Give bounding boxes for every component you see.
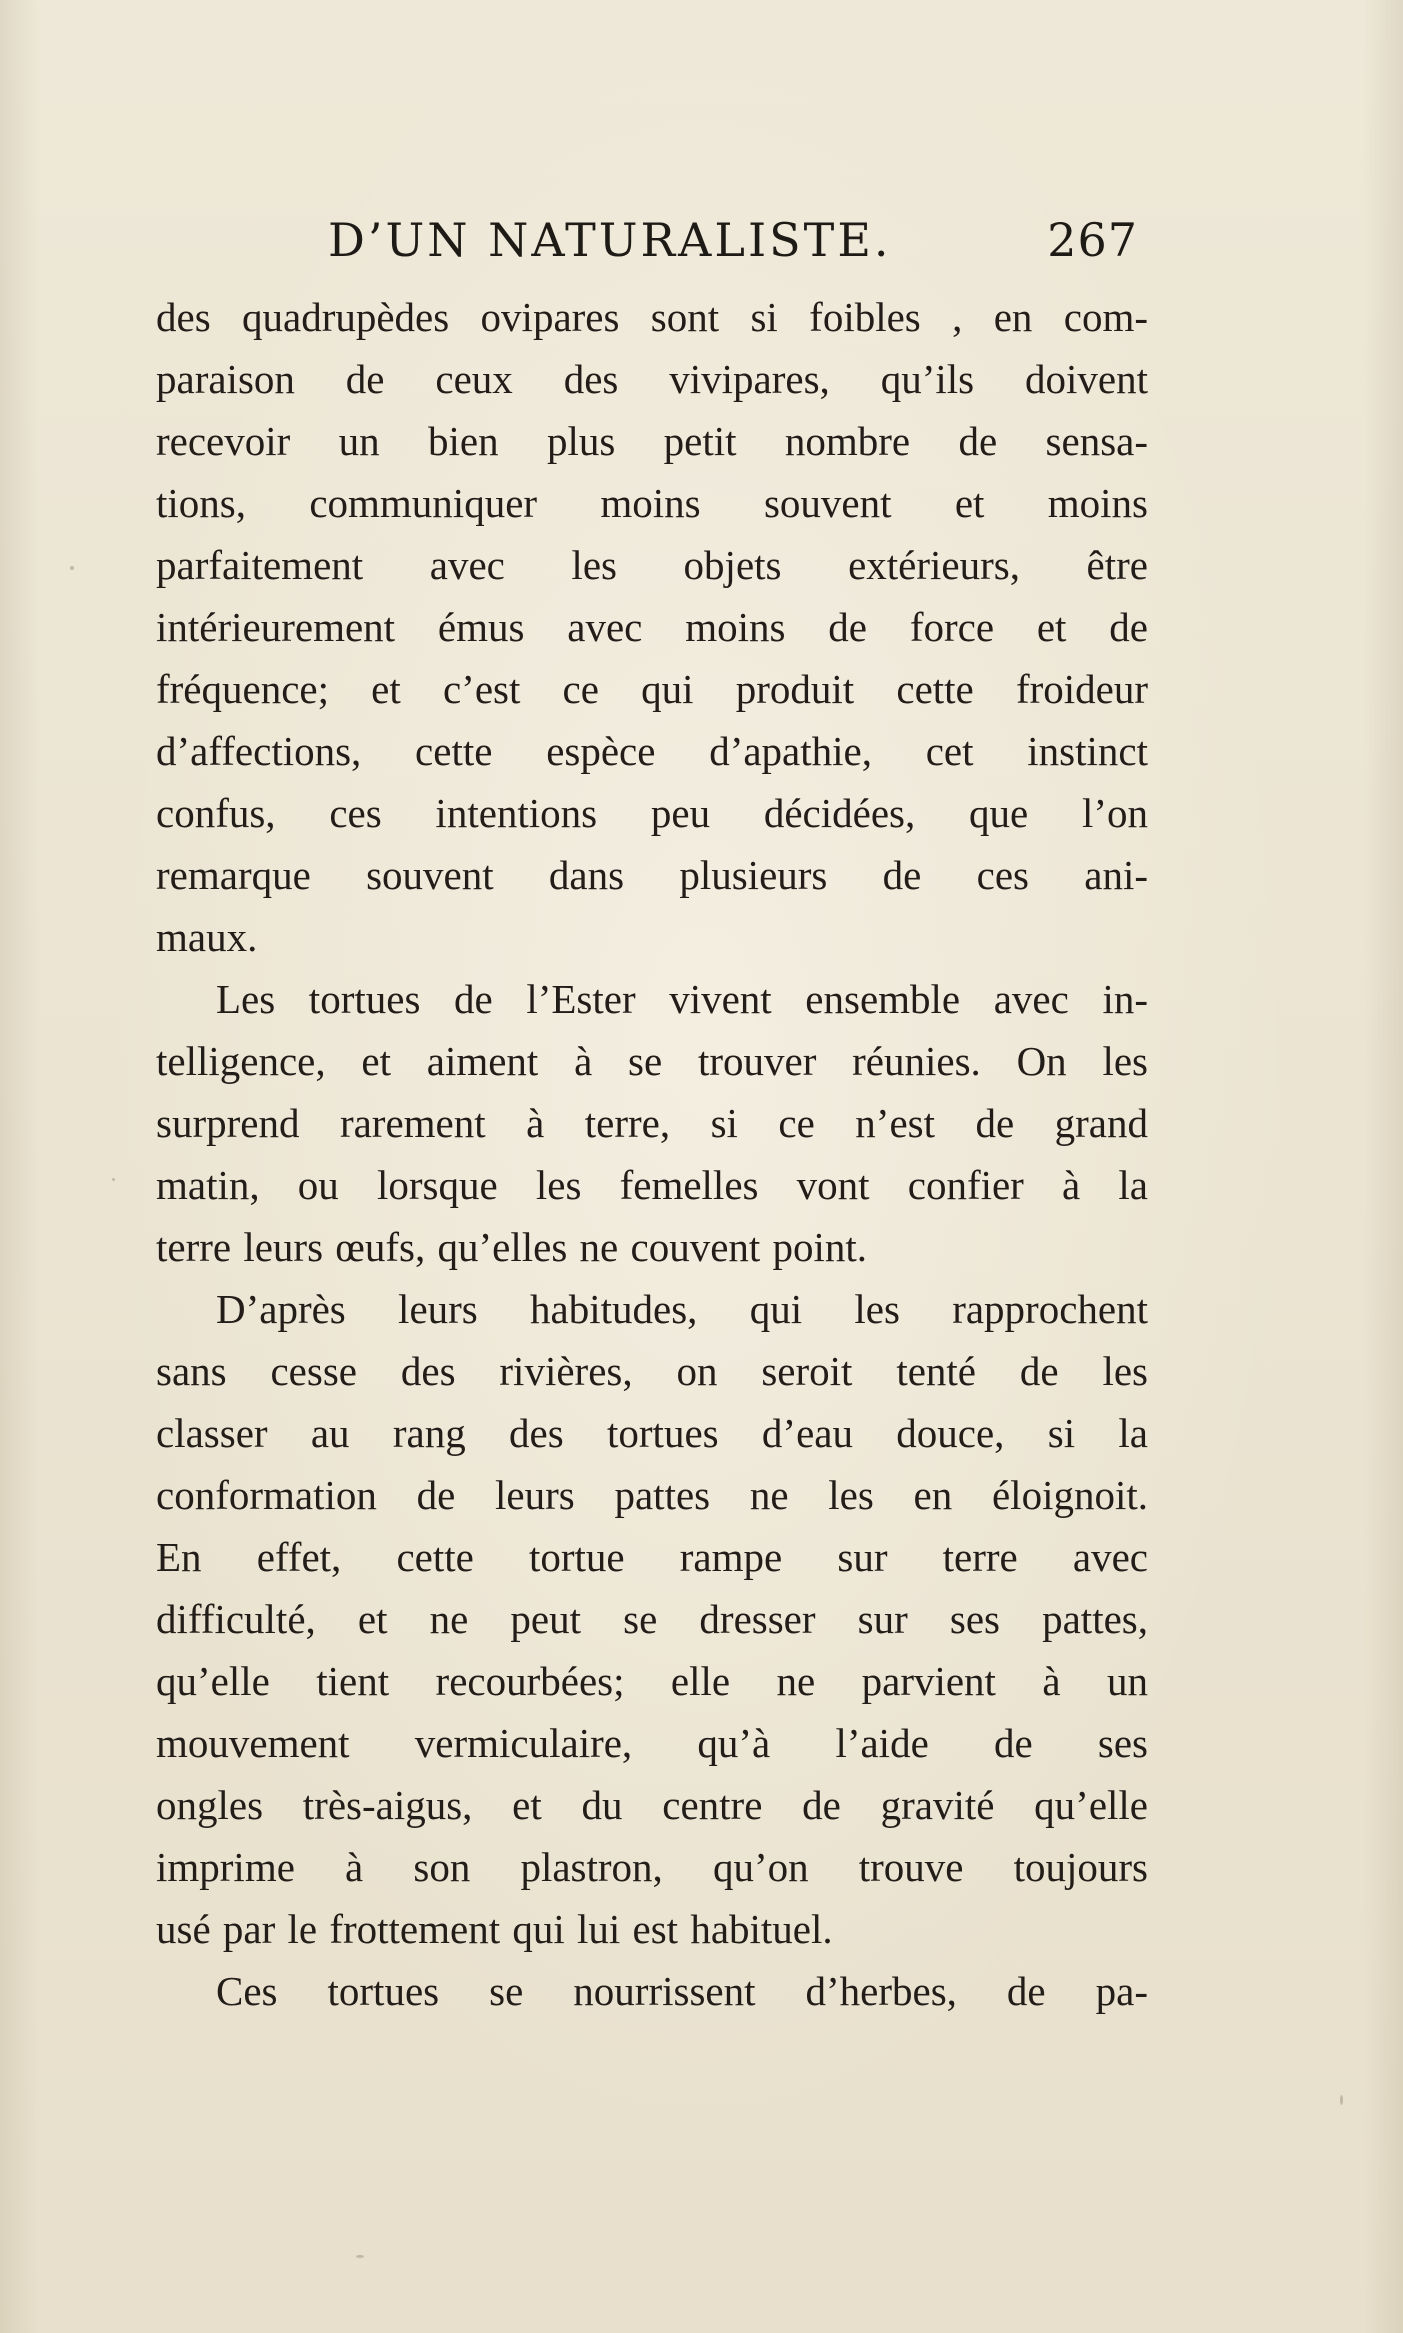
text-line: qu’elle tient recourbées; elle ne parvient à un: [156, 1658, 1148, 1704]
paper-speck: [112, 1178, 115, 1181]
page-number: 267: [1047, 213, 1138, 267]
text-line: terre leurs œufs, qu’elles ne couvent point.: [156, 1224, 868, 1270]
text-line: Ces tortues se nourrissent d’herbes, de pa-: [216, 1968, 1148, 2014]
text-line: paraison de ceux des vivipares, qu’ils doivent: [156, 356, 1148, 402]
text-line: tions, communiquer moins souvent et moins: [156, 480, 1148, 526]
text-line: d’affections, cette espèce d’apathie, cet instinct: [156, 728, 1148, 774]
text-line: des quadrupèdes ovipares sont si foibles , en com-: [156, 294, 1148, 340]
text-line: ongles très-aigus, et du centre de gravité qu’elle: [156, 1782, 1148, 1828]
text-line: matin, ou lorsque les femelles vont confier à la: [156, 1162, 1148, 1208]
text-line: confus, ces intentions peu décidées, que l’on: [156, 790, 1148, 836]
body-text: [156, 286, 1148, 2022]
text-line: D’après leurs habitudes, qui les rapprochent: [216, 1286, 1148, 1332]
text-line: intérieurement émus avec moins de force et de: [156, 604, 1148, 650]
text-line: mouvement vermiculaire, qu’à l’aide de ses: [156, 1720, 1148, 1766]
text-line: surprend rarement à terre, si ce n’est de grand: [156, 1100, 1148, 1146]
text-line: classer au rang des tortues d’eau douce, si la: [156, 1410, 1148, 1456]
text-line: difficulté, et ne peut se dresser sur ses pattes,: [156, 1596, 1148, 1642]
text-line: fréquence; et c’est ce qui produit cette froideur: [156, 666, 1148, 712]
text-line: conformation de leurs pattes ne les en éloignoit.: [156, 1472, 1148, 1518]
text-line: telligence, et aiment à se trouver réunies. On les: [156, 1038, 1148, 1084]
page-right-edge-shadow: [1363, 0, 1403, 2333]
text-line: imprime à son plastron, qu’on trouve toujours: [156, 1844, 1148, 1890]
paper-speck: [70, 566, 74, 570]
page-left-edge-shadow: [0, 0, 40, 2333]
text-line: maux.: [156, 914, 258, 960]
text-line: sans cesse des rivières, on seroit tenté de les: [156, 1348, 1148, 1394]
text-line: parfaitement avec les objets extérieurs, être: [156, 542, 1148, 588]
paper-speck: [1340, 2095, 1343, 2105]
paper-speck: [356, 2255, 364, 2258]
text-line: usé par le frottement qui lui est habituel.: [156, 1906, 833, 1952]
text-line: Les tortues de l’Ester vivent ensemble avec in-: [216, 976, 1148, 1022]
page-header: [328, 210, 1138, 270]
text-line: En effet, cette tortue rampe sur terre avec: [156, 1534, 1148, 1580]
text-line: remarque souvent dans plusieurs de ces ani-: [156, 852, 1148, 898]
text-line: recevoir un bien plus petit nombre de sensa-: [156, 418, 1148, 464]
running-title: D’UN NATURALISTE.: [328, 213, 892, 267]
